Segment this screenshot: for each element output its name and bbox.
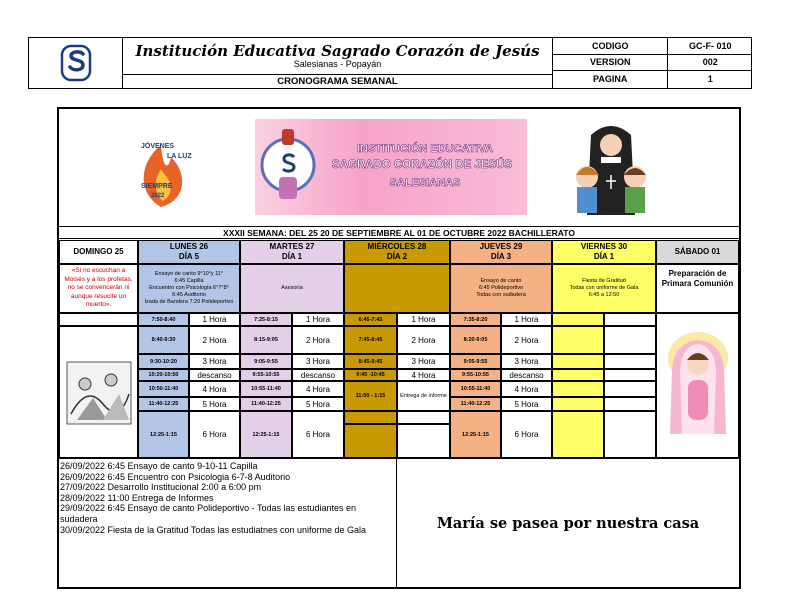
schedule-time: 9:45 -10:45 <box>344 369 397 381</box>
domingo-picture-cell <box>59 326 138 458</box>
schedule-hour: Entrega de informe <box>397 381 450 411</box>
schedule-time: 9:30-10:20 <box>138 354 189 369</box>
domingo-quote: «Si no escuchan a Moisés y a los profetas, no se convencerán ni aunque resucite un muerto». <box>59 264 138 313</box>
jueves-events: Ensayo de canto 6:45 Polideportivo Todas con sudadera <box>450 264 552 313</box>
schedule-hour: 1 Hora <box>292 313 344 326</box>
lazarus-illustration <box>63 354 135 430</box>
day-header-sabado: SÁBADO 01 <box>656 240 739 264</box>
viernes-empty-slot <box>604 381 656 397</box>
schedule-hour: 5 Hora <box>189 397 240 411</box>
schedule-hour: descanso <box>189 369 240 381</box>
note-item: 29/09/2022 6:45 Ensayo de canto Polideportivo - Todas las estudiantes en sudadera <box>60 503 357 524</box>
banner-line-1: INSTITUCIÓN EDUCATIVA <box>357 143 493 155</box>
schedule-hour: 1 Hora <box>501 313 552 326</box>
schedule-hour: 2 Hora <box>397 326 450 354</box>
header-title-block <box>123 38 553 88</box>
sabado-picture-cell <box>656 313 739 458</box>
schedule-time: 7:35-8:20 <box>450 313 501 326</box>
virgin-mary-illustration <box>662 330 734 442</box>
schedule-hour: 2 Hora <box>501 326 552 354</box>
schedule-hour: 4 Hora <box>397 369 450 381</box>
schedule-empty <box>344 411 397 424</box>
viernes-empty-slot <box>604 397 656 411</box>
schedule-time: 12:25-1:15 <box>138 411 189 458</box>
banner-line-3: SALESIANAS <box>389 177 461 189</box>
banner-line-2: SAGRADO CORAZÓN DE JESÚS <box>331 159 513 171</box>
schedule-time: 8:15-9:05 <box>240 326 292 354</box>
viernes-empty-slot <box>552 397 604 411</box>
document-title: CRONOGRAMA SEMANAL <box>123 74 552 89</box>
sacred-heart-icon <box>257 121 319 213</box>
nun-children-illustration <box>569 115 653 221</box>
institution-name: Institución Educativa Sagrado Corazón de Jesús <box>135 42 540 60</box>
schedule-time: 8:40-9:30 <box>138 326 189 354</box>
schedule-hour: descanso <box>292 369 344 381</box>
document-meta <box>553 38 752 88</box>
schedule-time: 11:40-12:25 <box>138 397 189 411</box>
notes-list <box>59 459 397 588</box>
note-item: 30/09/2022 Fiesta de la Gratitud Todas las estudiatnes con uniforme de Gala <box>60 524 367 535</box>
schedule-time: 8:20-9:05 <box>450 326 501 354</box>
martes-events: Asesoría <box>240 264 344 313</box>
schedule-hour: 6 Hora <box>501 411 552 458</box>
marian-phrase: María se pasea por nuestra casa <box>436 515 700 532</box>
schedule-time: 10:50-11:40 <box>138 381 189 397</box>
miercoles-events <box>344 264 450 313</box>
schedule-time: 9:05-9:55 <box>450 354 501 369</box>
schedule-hour: 5 Hora <box>501 397 552 411</box>
viernes-empty-slot <box>552 354 604 369</box>
sabado-events: Preparación de Primara Comunión <box>656 264 739 313</box>
schedule-time: 6:45-7:45 <box>344 313 397 326</box>
schedule-empty <box>397 424 450 458</box>
schedule-time: 11:40-12:25 <box>240 397 292 411</box>
schedule-hour: 1 Hora <box>189 313 240 326</box>
schedule-hour: 6 Hora <box>292 411 344 458</box>
schedule-hour: 3 Hora <box>501 354 552 369</box>
schedule-time: 9:55-10:55 <box>450 369 501 381</box>
viernes-empty-slot <box>552 369 604 381</box>
schedule-hour: 2 Hora <box>292 326 344 354</box>
viernes-empty-slot <box>552 411 604 458</box>
note-item: 26/09/2022 6:45 Encuentro con Psicologia 6-7-8 Auditorio <box>60 471 291 482</box>
schedule-time: 7:45-8:45 <box>344 326 397 354</box>
lunes-events: Ensayo de canto 9°10°y 11° 6:45 Capilla Encuentro con Psicología 6°7°8° 6:45 Auditorio Izada de Bandera 7:20 Polideportivo <box>138 264 240 313</box>
schedule-time: 11:40-12:25 <box>450 397 501 411</box>
weekly-schedule <box>57 107 741 589</box>
day-header-domingo: DOMINGO 25 <box>59 240 138 264</box>
institution-banner-image <box>255 119 527 215</box>
school-crest-icon <box>59 43 93 83</box>
schedule-time: 12:25-1:15 <box>450 411 501 458</box>
schedule-hour: 4 Hora <box>292 381 344 397</box>
schedule-empty <box>344 424 397 458</box>
schedule-hour: 6 Hora <box>189 411 240 458</box>
schedule-hour: 4 Hora <box>189 381 240 397</box>
day-header-martes: MARTES 27 DÍA 1 <box>240 240 344 264</box>
schedule-hour: descanso <box>501 369 552 381</box>
schedule-time: 10:20-10:50 <box>138 369 189 381</box>
schedule-hour: 3 Hora <box>292 354 344 369</box>
schedule-empty <box>397 411 450 424</box>
schedule-time: 8:45-9:45 <box>344 354 397 369</box>
schedule-time: 12:25-1:15 <box>240 411 292 458</box>
day-header-miercoles: MIÉRCOLES 28 DÍA 2 <box>344 240 450 264</box>
school-logo <box>29 38 123 88</box>
note-item: 28/09/2022 11:00 Entrega de Informes <box>60 492 214 503</box>
meta-row-version: VERSION 002 <box>553 55 752 72</box>
viernes-empty-slot <box>604 354 656 369</box>
note-item: 26/09/2022 6:45 Ensayo de canto 9-10-11 Capilla <box>60 461 258 471</box>
schedule-time: 10:55-11:40 <box>450 381 501 397</box>
viernes-empty-slot <box>552 326 604 354</box>
viernes-empty-slot <box>604 369 656 381</box>
domingo-empty-slot <box>59 313 138 326</box>
viernes-empty-slot <box>604 411 656 458</box>
day-header-jueves: JUEVES 29 DÍA 3 <box>450 240 552 264</box>
viernes-empty-slot <box>604 326 656 354</box>
viernes-empty-slot <box>604 313 656 326</box>
schedule-time: 10:55-11:40 <box>240 381 292 397</box>
schedule-hour: 4 Hora <box>501 381 552 397</box>
day-header-viernes: VIERNES 30 DÍA 1 <box>552 240 656 264</box>
document-header <box>28 37 752 89</box>
viernes-empty-slot <box>552 381 604 397</box>
meta-row-codigo: CODIGO GC-F- 010 <box>553 38 752 55</box>
schedule-hour: 3 Hora <box>189 354 240 369</box>
schedule-hour: 3 Hora <box>397 354 450 369</box>
schedule-hour: 5 Hora <box>292 397 344 411</box>
institution-subtitle: Salesianas - Popayán <box>293 59 382 69</box>
schedule-time: 7:25-8:15 <box>240 313 292 326</box>
schedule-time: 9:05-9:55 <box>240 354 292 369</box>
schedule-time: 9:55-10:55 <box>240 369 292 381</box>
banner <box>59 109 739 227</box>
schedule-hour: 1 Hora <box>397 313 450 326</box>
notes-section <box>59 458 739 587</box>
week-title: XXXII SEMANA: DEL 25 20 DE SEPTIEMBRE AL 01 DE OCTUBRE 2022 BACHILLERATO <box>59 227 739 239</box>
schedule-hour: 2 Hora <box>189 326 240 354</box>
note-item: 27/09/2022 Desarrollo Institucional 2:00 a 6:00 pm <box>60 482 262 493</box>
viernes-events: Fiesta de Gratitud Todas con uniforme de Gala 6:45 a 12:50 <box>552 264 656 313</box>
schedule-time: 11:00 - 1:15 <box>344 381 397 411</box>
meta-row-pagina: PAGINA 1 <box>553 71 752 88</box>
schedule-time: 7:50-8:40 <box>138 313 189 326</box>
jovenes-logo: JÓVENES LA LUZ SIEMPRE 2022 <box>131 135 201 211</box>
viernes-empty-slot <box>552 313 604 326</box>
day-header-lunes: LUNES 26 DÍA 5 <box>138 240 240 264</box>
